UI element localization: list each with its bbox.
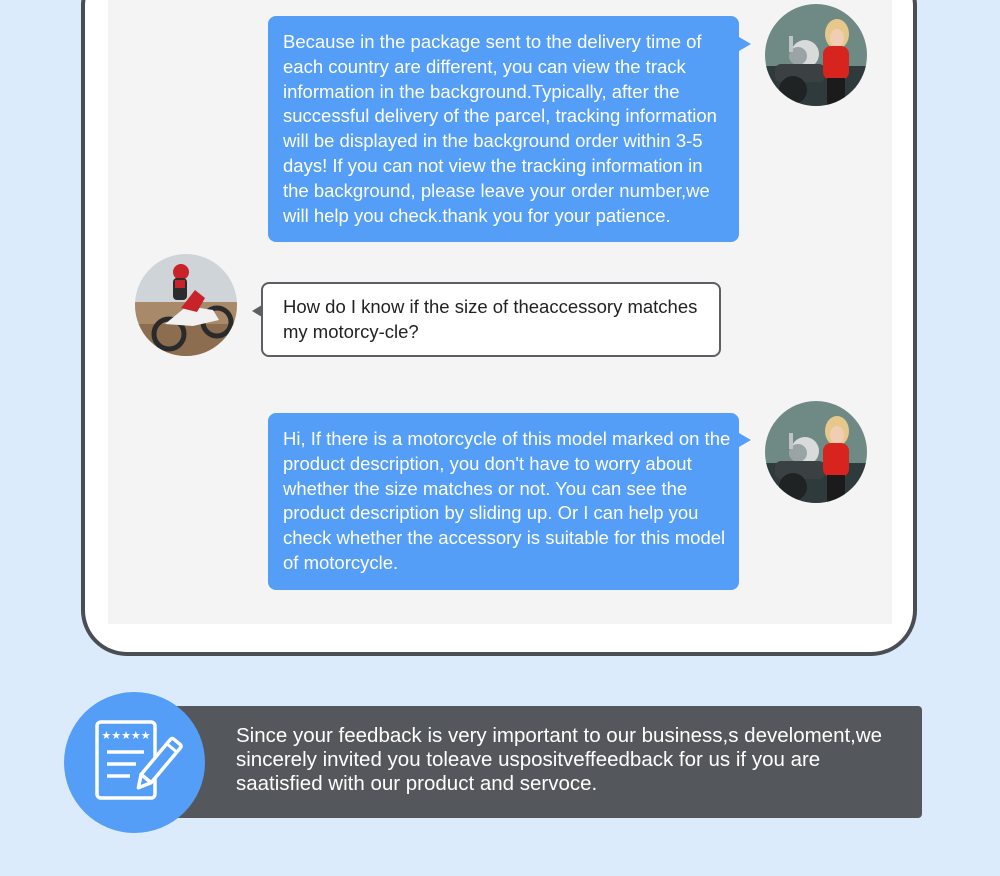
feedback-icon-circle — [64, 692, 205, 833]
user-avatar — [135, 254, 237, 356]
chat-bubble-user: How do I know if the size of theaccessory matches my motorcy-cle? — [261, 282, 721, 357]
chat-bubble-agent: Because in the package sent to the delivery time of each country are different, you can view the track information in the background.Typically, after the successful delivery of the parcel, tracking information will be displayed in the background order within 3-5 days! If you can not view the tracking information in the background, please leave your order number,we will help you check.thank you for your patience. — [268, 16, 739, 242]
agent-avatar — [765, 401, 867, 503]
review-form-pencil-icon — [94, 720, 184, 804]
chat-screen — [108, 0, 892, 624]
feedback-message: Since your feedback is very important to our business,s develoment,we sincerely invited you toleave uspositveffeedback for us if you are saatisfied with our product and servoce. — [236, 724, 883, 795]
bubble-tail — [739, 433, 751, 447]
svg-text:★★★★★: ★★★★★ — [101, 729, 151, 742]
bubble-tail — [739, 37, 751, 51]
agent-avatar — [765, 4, 867, 106]
chat-bubble-agent: Hi, If there is a motorcycle of this model marked on the product description, you don't have to worry about whether the size matches or not. You can see the product description by sliding up. Or I can help you check whether the accessory is suitable for this model of motorcycle. — [268, 413, 739, 590]
